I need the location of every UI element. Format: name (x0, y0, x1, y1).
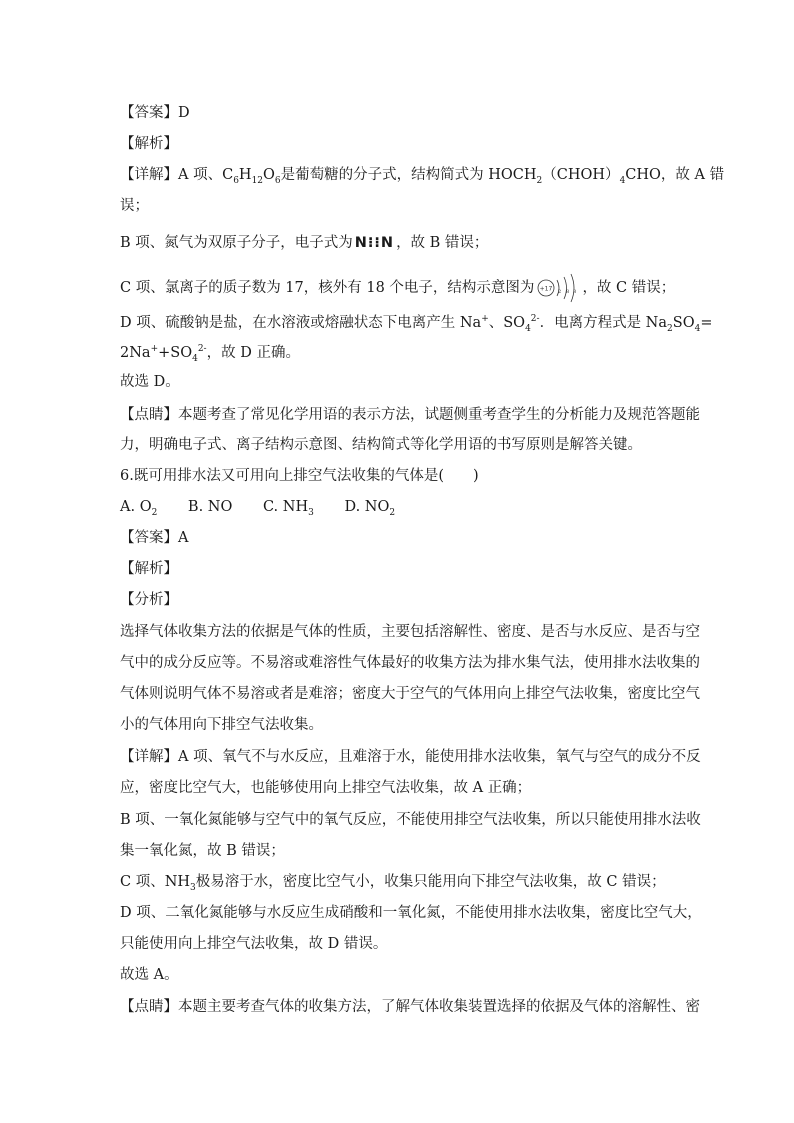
detail-b-line: B 项、氮气为双原子分子，电子式为 N⁝⁝N ，故 B 错误； (120, 235, 489, 251)
detail-6a-line-2: 应，密度比空气大，也能够使用向上排空气法收集，故 A 正确； (120, 780, 532, 796)
nitrogen-electron-formula: N⁝⁝N (354, 235, 395, 251)
fenxi-line-4: 小的气体用向下排空气法收集。 (120, 717, 323, 733)
choose-line: 故选 D。 (120, 374, 180, 390)
detail-a-line-2: 误； (120, 198, 149, 214)
fenxi-label: 【分析】 (120, 592, 178, 608)
option-b: B. NO (187, 499, 233, 515)
detail-6a-line-1: 【详解】A 项、氧气不与水反应，且难溶于水，能使用排水法收集，氧气与空气的成分不反 (120, 749, 701, 765)
detail-6c-line: C 项、$NH_3$极易溶于水，密度比空气小，收集只能用向下排空气法收集，故 C 错误； (120, 874, 666, 893)
option-d: D. $NO_2$ (344, 499, 396, 518)
detail-6b-line-2: 集一氧化氮，故 B 错误； (120, 843, 285, 859)
comment-line-2: 力，明确电子式、离子结构示意图、结构简式等化学用语的书写原则是解答关键。 (120, 437, 642, 453)
svg-text:8: 8 (566, 289, 570, 295)
detail-d-line-1: D 项、硫酸钠是盐，在水溶液或熔融状态下电离产生 Na+、$SO_4^{2-}$．电离方程式是 $Na_2SO_4=$ (120, 314, 713, 334)
answer-line-6: 【答案】A (120, 530, 189, 546)
fenxi-line-3: 气体则说明气体不易溶或者是难溶；密度大于空气的气体用向上排空气法收集，密度比空气 (120, 686, 700, 702)
detail-6b-line-1: B 项、一氧化氮能够与空气中的氧气反应，不能使用排空气法收集，所以只能使用排水法收 (120, 812, 701, 828)
answer-line: 【答案】D (120, 105, 190, 121)
detail-6d-line-1: D 项、二氧化氮能够与水反应生成硝酸和一氧化氮，不能使用排水法收集，密度比空气大， (120, 905, 702, 921)
chloride-ion-structure-diagram (536, 273, 580, 303)
analysis-label: 【解析】 (120, 136, 178, 152)
fenxi-line-1: 选择气体收集方法的依据是气体的性质，主要包括溶解性、密度、是否与水反应、是否与空 (120, 624, 700, 640)
option-c: C. $NH_3$ (262, 499, 314, 518)
question-6-options (120, 497, 680, 517)
comment-line-1: 【点睛】本题考查了常见化学用语的表示方法，试题侧重考查学生的分析能力及规范答题能 (120, 407, 700, 423)
fenxi-line-2: 气中的成分反应等。不易溶或难溶性气体最好的收集方法为排水集气法，使用排水法收集的 (120, 655, 700, 671)
detail-d-line-2: $2Na^++SO_4^{2-}$，故 D 正确。 (120, 344, 300, 364)
svg-text:2: 2 (558, 289, 562, 295)
detail-c-line: C 项、氯离子的质子数为 17，核外有 18 个电子，结构示意图为 +17 2 8 8 ，故 C 错误； (120, 273, 680, 303)
choose-line-6: 故选 A。 (120, 967, 179, 983)
detail-6d-line-2: 只能使用向上排空气法收集，故 D 错误。 (120, 936, 388, 952)
question-6: 6.既可用排水法又可用向上排空气法收集的气体是( ) (120, 468, 479, 484)
comment-6-line-1: 【点睛】本题主要考查气体的收集方法，了解气体收集装置选择的依据及气体的溶解性、密 (120, 999, 700, 1015)
svg-text:8: 8 (573, 289, 577, 295)
analysis-label-6: 【解析】 (120, 561, 178, 577)
detail-a-line-1: 【详解】A 项、$C_6H_{12}O_6$是葡萄糖的分子式，结构简式为 $HOCH_2(CHOH)_4CHO$，故 A 错 (120, 167, 725, 186)
option-a: A. $O_2$ (120, 499, 158, 518)
svg-text:+17: +17 (540, 285, 553, 293)
